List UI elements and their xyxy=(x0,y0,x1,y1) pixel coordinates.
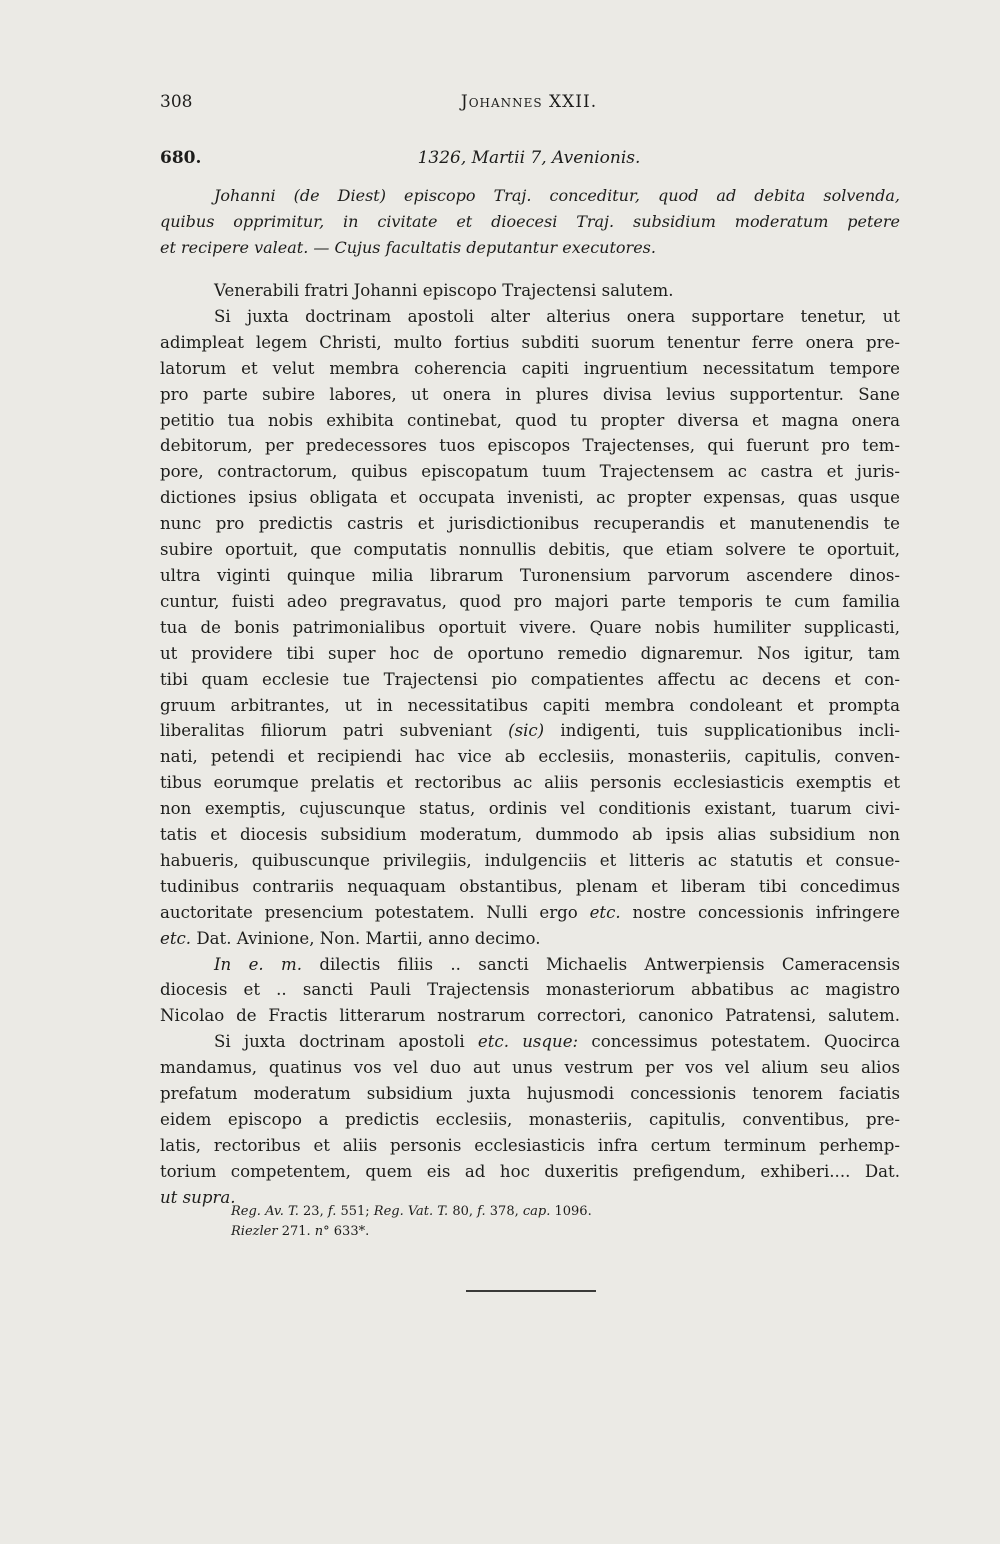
text-line xyxy=(160,952,900,978)
source-line xyxy=(231,1202,592,1222)
summary-line: et recipere valeat. — Cujus facultatis deputantur executores. xyxy=(160,238,656,257)
text-fragment: Si juxta doctrinam apostoli xyxy=(214,1032,478,1052)
text-line xyxy=(160,926,900,952)
text-line: habueris, quibuscunque privilegiis, indulgenciis et litteris ac statutis et consue- xyxy=(160,850,900,870)
register-ref: Reg. Av. T. xyxy=(231,1204,299,1219)
text-line: latis, rectoribus et aliis personis ecclesiasticis infra certum terminum perhemp- xyxy=(160,1135,900,1155)
entry-date: 1326, Martii 7, Avenionis. xyxy=(417,148,641,168)
ref-fragment: 1096. xyxy=(550,1204,592,1219)
entry-number: 680. xyxy=(160,148,202,168)
text-line: ut providere tibi super hoc de oportuno remedio dignaremur. Nos igitur, tam xyxy=(160,643,900,663)
etc-abbreviation: etc. xyxy=(160,928,192,948)
text-line: mandamus, quatinus vos vel duo aut unus vestrum per vos vel alium seu alios xyxy=(160,1058,900,1078)
text-fragment: concessimus potestatem. Quocirca xyxy=(578,1032,900,1052)
source-line xyxy=(231,1222,592,1242)
letter-text xyxy=(160,278,900,1211)
number-abbrev: n° xyxy=(314,1224,330,1239)
entry-heading xyxy=(160,148,898,174)
text-line: tibi quam ecclesie tue Trajectensi pio compatientes affectu ac decens et con- xyxy=(160,669,900,689)
text-line: eidem episcopo a predictis ecclesiis, monasteriis, capitulis, conventibus, pre- xyxy=(160,1110,900,1129)
folio-abbrev: f. xyxy=(327,1204,337,1219)
ref-fragment: 551; xyxy=(336,1204,374,1219)
text-line: Si juxta doctrinam apostoli alter alterius onera supportare tenetur, ut xyxy=(214,306,900,326)
text-line: torium competentem, quem eis ad hoc duxeritis prefigendum, exhiberi.... Dat. xyxy=(160,1161,900,1181)
text-line: tua de bonis patrimonialibus oportuit vivere. Quare nobis humiliter supplicasti, xyxy=(160,617,900,637)
dating-clause: Dat. Avinione, Non. Martii, anno decimo. xyxy=(191,928,541,948)
text-line: Nicolao de Fractis litterarum nostrarum correctori, canonico Patratensi, salutem. xyxy=(160,1006,900,1026)
text-line: petitio tua nobis exhibita continebat, quod tu propter diversa et magna onera xyxy=(160,410,900,430)
ref-fragment: 23, xyxy=(298,1204,328,1219)
text-fragment: auctoritate presencium potestatem. Nulli ergo xyxy=(160,902,590,922)
text-line: gruum arbitrantes, ut in necessitatibus capiti membra condoleant et prompta xyxy=(160,695,900,715)
text-line xyxy=(160,1029,900,1055)
summary-line: Johanni (de Diest) episcopo Traj. conceditur, quod ad debita solvenda, xyxy=(214,186,900,205)
text-line: diocesis et .. sancti Pauli Trajectensis monasteriorum abbatibus ac magistro xyxy=(160,980,900,1000)
text-line: latorum et velut membra coherencia capiti ingruentium necessitatum tempore xyxy=(160,358,900,378)
text-line: nati, petendi et recipiendi hac vice ab ecclesiis, monasteriis, capitulis, conven- xyxy=(160,747,900,767)
text-line: pore, contractorum, quibus episcopatum tuum Trajectensem ac castra et juris- xyxy=(160,462,900,482)
text-line: pro parte subire labores, ut onera in plures divisa levius supportentur. Sane xyxy=(160,384,900,404)
ref-fragment: 378, xyxy=(485,1204,523,1219)
entry-summary xyxy=(160,183,900,261)
chapter-abbrev: cap. xyxy=(522,1204,551,1219)
text-line: adimpleat legem Christi, multo fortius subditi suorum tenentur ferre onera pre- xyxy=(160,332,900,352)
text-line: subire oportuit, que computatis nonnullis debitis, que etiam solvere te oportuit, xyxy=(160,540,900,560)
text-fragment: dilectis filiis .. sancti Michaelis Antwerpiensis Cameracensis xyxy=(302,954,900,974)
running-title: Johannes XXII. xyxy=(460,92,598,112)
riezler-ref: Riezler xyxy=(231,1224,278,1239)
address-line: Venerabili fratri Johanni episcopo Trajectensi salutem. xyxy=(214,281,674,300)
sic-note: (sic) xyxy=(508,721,545,741)
text-line: non exemptis, cujuscunque status, ordinis vel conditionis existant, tuarum civi- xyxy=(160,799,900,819)
text-line: debitorum, per predecessores tuos episcopos Trajectenses, qui fuerunt pro tem- xyxy=(160,436,900,456)
ref-fragment: 271. xyxy=(277,1224,315,1239)
text-line: ultra viginti quinque milia librarum Turonensium parvorum ascendere dinos- xyxy=(160,565,900,585)
in-eodem-modo: In e. m. xyxy=(214,954,303,974)
text-fragment: liberalitas filiorum patri subveniant xyxy=(160,721,509,741)
text-fragment: nostre concessionis infringere xyxy=(620,902,900,922)
text-line xyxy=(160,900,900,926)
page-number: 308 xyxy=(160,92,193,112)
etc-usque: etc. usque: xyxy=(477,1032,579,1052)
text-line: tudinibus contrariis nequaquam obstantibus, plenam et liberam tibi concedimus xyxy=(160,876,900,896)
ref-fragment: 633*. xyxy=(329,1224,370,1239)
text-line: tibus eorumque prelatis et rectoribus ac aliis personis ecclesiasticis exemptis et xyxy=(160,773,900,793)
running-head xyxy=(160,92,898,116)
register-ref: Reg. Vat. T. xyxy=(373,1204,449,1219)
etc-abbreviation: etc. xyxy=(589,902,621,922)
text-line: nunc pro predictis castris et jurisdictionibus recuperandis et manutenendis te xyxy=(160,514,900,534)
ut-supra: ut supra. xyxy=(160,1187,236,1207)
text-fragment: indigenti, tuis supplicationibus incli- xyxy=(544,721,900,741)
source-references xyxy=(231,1202,592,1242)
text-line: prefatum moderatum subsidium juxta hujusmodi concessionis tenorem faciatis xyxy=(160,1084,900,1104)
end-rule xyxy=(466,1290,596,1292)
text-line: cuntur, fuisti adeo pregravatus, quod pro majori parte temporis te cum familia xyxy=(160,591,900,611)
summary-line: quibus opprimitur, in civitate et dioecesi Traj. subsidium moderatum petere xyxy=(160,212,900,231)
text-line: dictiones ipsius obligata et occupata invenisti, ac propter expensas, quas usque xyxy=(160,488,900,508)
ref-fragment: 80, xyxy=(448,1204,478,1219)
text-line xyxy=(160,718,900,744)
text-line: tatis et diocesis subsidium moderatum, dummodo ab ipsis alias subsidium non xyxy=(160,825,900,845)
folio-abbrev: f. xyxy=(477,1204,486,1219)
